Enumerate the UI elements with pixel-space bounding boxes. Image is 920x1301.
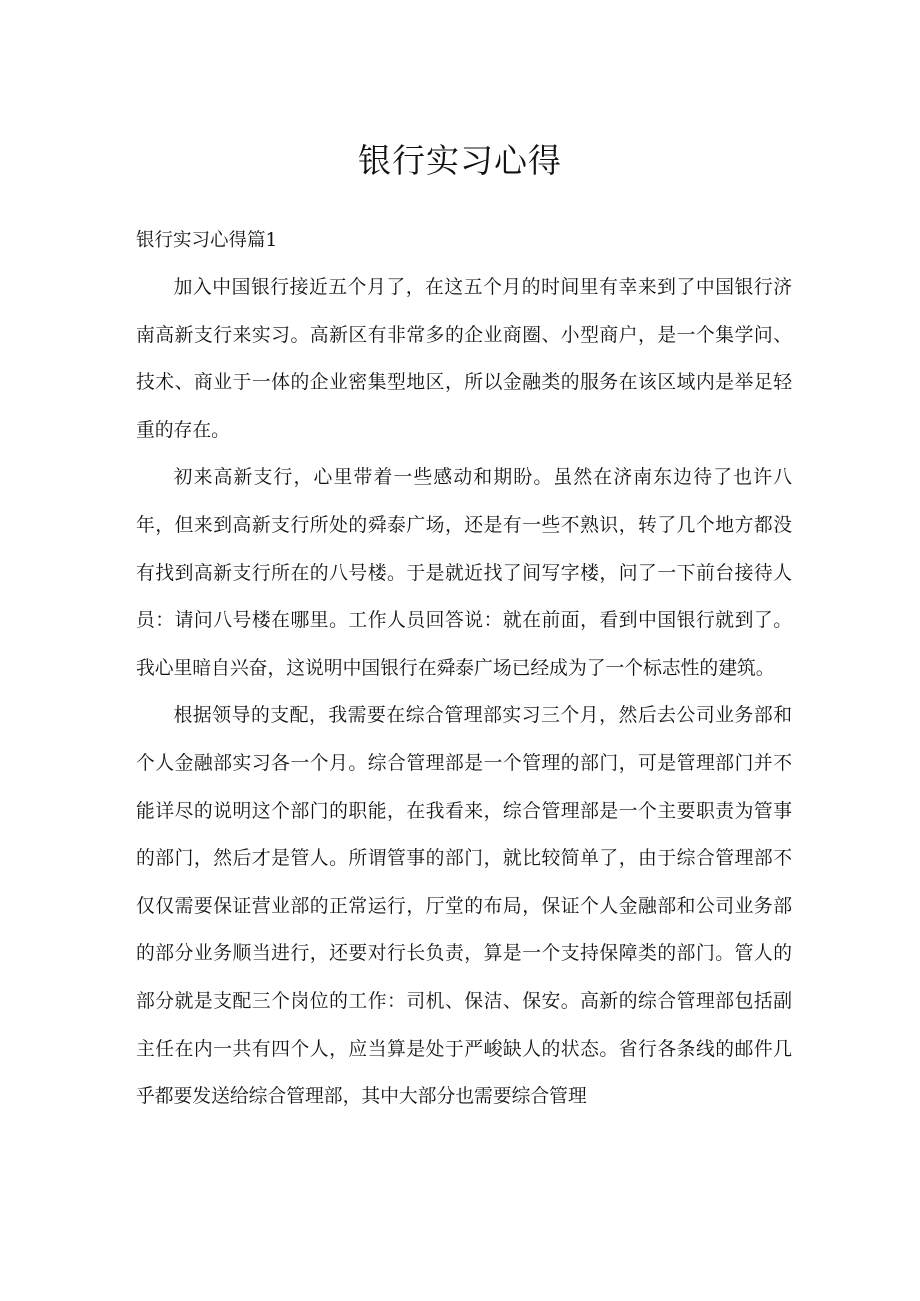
paragraph: 根据领导的支配，我需要在综合管理部实习三个月，然后去公司业务部和个人金融部实习各一个月。综合管理部是一个管理的部门，可是管理部门并不能详尽的说明这个部门的职能，在我看来，综合管理部是一个主要职责为管事的部门，然后才是管人。所谓管事的部门，就比较简单了，由于综合管理部不仅仅需要保证营业部的正常运行，厅堂的布局，保证个人金融部和公司业务部的部分业务顺当进行，还要对行长负责，算是一个支持保障类的部门。管人的部分就是支配三个岗位的工作：司机、保洁、保安。高新的综合管理部包括副主任在内一共有四个人，应当算是处于严峻缺人的状态。省行各条线的邮件几乎都要发送给综合管理部，其中大部分也需要综合管理 <box>136 705 792 1108</box>
document-title: 银行实习心得 <box>358 141 562 180</box>
section-heading: 银行实习心得篇1 <box>136 230 278 251</box>
document-body <box>136 264 792 1121</box>
paragraph: 加入中国银行接近五个月了，在这五个月的时间里有幸来到了中国银行济南高新支行来实习。高新区有非常多的企业商圈、小型商户，是一个集学问、技术、商业于一体的企业密集型地区，所以金融类的服务在该区域内是举足轻重的存在。 <box>136 277 792 441</box>
paragraph: 初来高新支行，心里带着一些感动和期盼。虽然在济南东边待了也许八年，但来到高新支行所处的舜泰广场，还是有一些不熟识，转了几个地方都没有找到高新支行所在的八号楼。于是就近找了间写字楼，问了一下前台接待人员：请问八号楼在哪里。工作人员回答说：就在前面，看到中国银行就到了。我心里暗自兴奋，这说明中国银行在舜泰广场已经成为了一个标志性的建筑。 <box>136 467 792 679</box>
